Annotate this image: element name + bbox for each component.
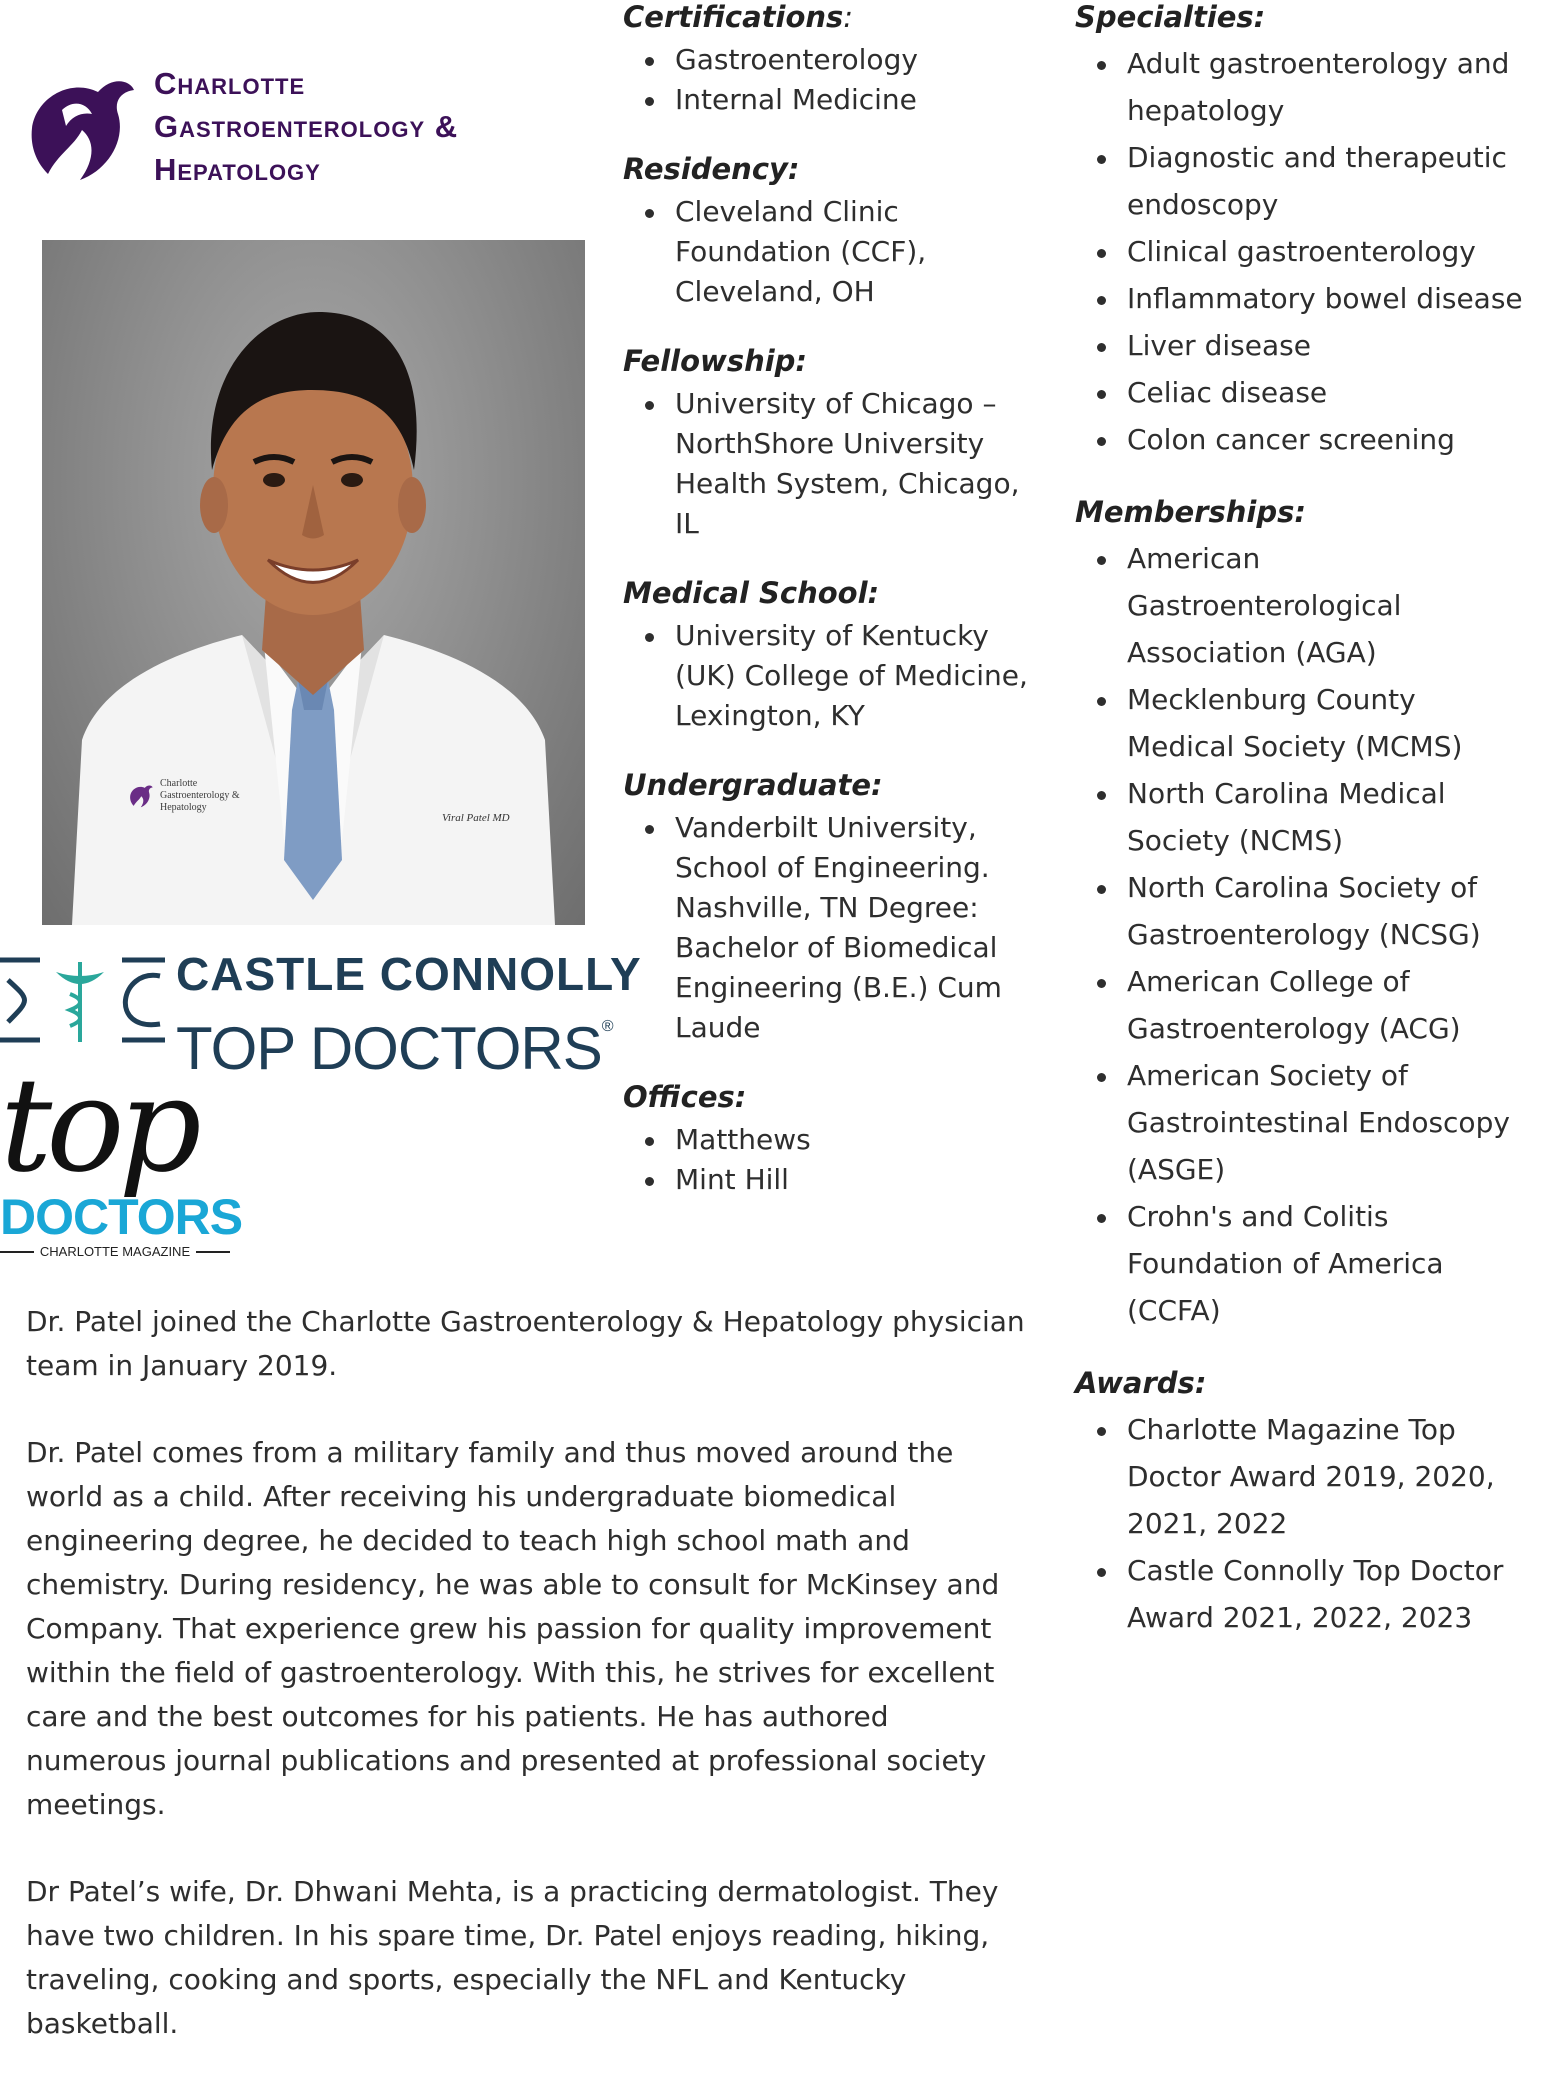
logo-line: Gastroenterology & <box>154 109 459 144</box>
divider <box>196 1251 230 1253</box>
education-column <box>623 0 1043 1232</box>
list-item: American Gastroenterological Association (AGA) <box>1127 535 1525 676</box>
coat-embroidery-logo <box>128 778 240 814</box>
list-item: North Carolina Medical Society (NCMS) <box>1127 770 1525 864</box>
practice-logo-text <box>154 62 458 191</box>
list-item: Diagnostic and therapeutic endoscopy <box>1127 134 1525 228</box>
practice-logo-icon <box>22 70 140 188</box>
bio-paragraph: Dr Patel’s wife, Dr. Dhwani Mehta, is a practicing dermatologist. They have two children. In his spare time, Dr. Patel enjoys reading, hiking, traveling, cooking and sports, especially the NFL and Kentucky basketball. <box>26 1875 999 2040</box>
list-item: American College of Gastroenterology (ACG) <box>1127 958 1525 1052</box>
list-item: Mint Hill <box>675 1160 1043 1200</box>
section-specialties <box>1075 0 1525 463</box>
embroidery-line: Hepatology <box>160 802 207 813</box>
list-item: Inflammatory bowel disease <box>1127 275 1525 322</box>
top-doctors-wordmark: top <box>0 1049 196 1201</box>
castle-connolly-title: CASTLE CONNOLLY <box>176 948 642 1000</box>
practice-logo-icon <box>128 783 154 809</box>
list-item: Vanderbilt University, School of Engineering. Nashville, TN Degree: Bachelor of Biomedical Engineering (B.E.) Cum Laude <box>675 808 1043 1048</box>
list-item: North Carolina Society of Gastroenterology (NCSG) <box>1127 864 1525 958</box>
list-item: Gastroenterology <box>675 40 1043 80</box>
section-title: Undergraduate: <box>623 768 883 802</box>
list-item: Mecklenburg County Medical Society (MCMS) <box>1127 676 1525 770</box>
list-item: Cleveland Clinic Foundation (CCF), Cleveland, OH <box>675 192 1043 312</box>
bio-paragraph: Dr. Patel comes from a military family and thus moved around the world as a child. After receiving his undergraduate biomedical engineering degree, he decided to teach high school math and chemistry. During residency, he was able to consult for McKinsey and Company. That experience grew his passion for quality improvement within the field of gastroenterology. With this, he strives for excellent care and the best outcomes for his patients. He has authored numerous journal publications and presented at professional society meetings. <box>26 1436 1000 1821</box>
section-memberships <box>1075 495 1525 1334</box>
section-residency <box>623 152 1043 312</box>
list-item: Crohn's and Colitis Foundation of America (CCFA) <box>1127 1193 1525 1334</box>
section-title: Medical School: <box>623 576 880 610</box>
list-item: University of Chicago – NorthShore University Health System, Chicago, IL <box>675 384 1043 544</box>
bio-paragraph: Dr. Patel joined the Charlotte Gastroenterology & Hepatology physician team in January 2019. <box>26 1305 1025 1382</box>
section-title: Fellowship: <box>623 344 808 378</box>
list-item: American Society of Gastrointestinal Endoscopy (ASGE) <box>1127 1052 1525 1193</box>
section-medical-school <box>623 576 1043 736</box>
divider <box>0 1251 34 1253</box>
top-doctors-magazine <box>0 1244 230 1259</box>
embroidery-line: Gastroenterology & <box>160 790 240 801</box>
profile-column <box>1075 0 1525 1673</box>
castle-connolly-top-doctors: TOP DOCTORS <box>176 1015 602 1082</box>
registered-mark: ® <box>601 1018 613 1035</box>
section-title: Offices: <box>623 1080 747 1114</box>
embroidery-line: Charlotte <box>160 778 198 789</box>
section-awards <box>1075 1366 1525 1641</box>
top-doctors-doctors: DOCTORS <box>0 1189 243 1245</box>
section-undergraduate <box>623 768 1043 1048</box>
castle-connolly-subtitle <box>176 996 613 1080</box>
logo-line: Charlotte <box>154 66 306 101</box>
biography <box>26 1300 1036 2089</box>
section-title: Memberships: <box>1075 495 1306 529</box>
list-item: Celiac disease <box>1127 369 1525 416</box>
section-title: Awards: <box>1075 1366 1207 1400</box>
section-certifications <box>623 0 1043 120</box>
section-title: Specialties: <box>1075 0 1266 34</box>
list-item: Castle Connolly Top Doctor Award 2021, 2022, 2023 <box>1127 1547 1525 1641</box>
list-item: Clinical gastroenterology <box>1127 228 1525 275</box>
list-item: Adult gastroenterology and hepatology <box>1127 40 1525 134</box>
section-title: Certifications: <box>623 0 854 34</box>
section-fellowship <box>623 344 1043 544</box>
magazine-name: CHARLOTTE MAGAZINE <box>39 1244 191 1259</box>
doctor-photo <box>42 240 585 925</box>
castle-connolly-emblem-icon <box>0 950 165 1050</box>
list-item: Charlotte Magazine Top Doctor Award 2019, 2020, 2021, 2022 <box>1127 1406 1525 1547</box>
section-title: Residency: <box>623 152 800 186</box>
list-item: Liver disease <box>1127 322 1525 369</box>
logo-line: Hepatology <box>154 152 321 187</box>
list-item: Colon cancer screening <box>1127 416 1525 463</box>
section-offices <box>623 1080 1043 1200</box>
list-item: University of Kentucky (UK) College of Medicine, Lexington, KY <box>675 616 1043 736</box>
list-item: Matthews <box>675 1120 1043 1160</box>
list-item: Internal Medicine <box>675 80 1043 120</box>
coat-embroidery-name: Viral Patel MD <box>442 812 510 824</box>
